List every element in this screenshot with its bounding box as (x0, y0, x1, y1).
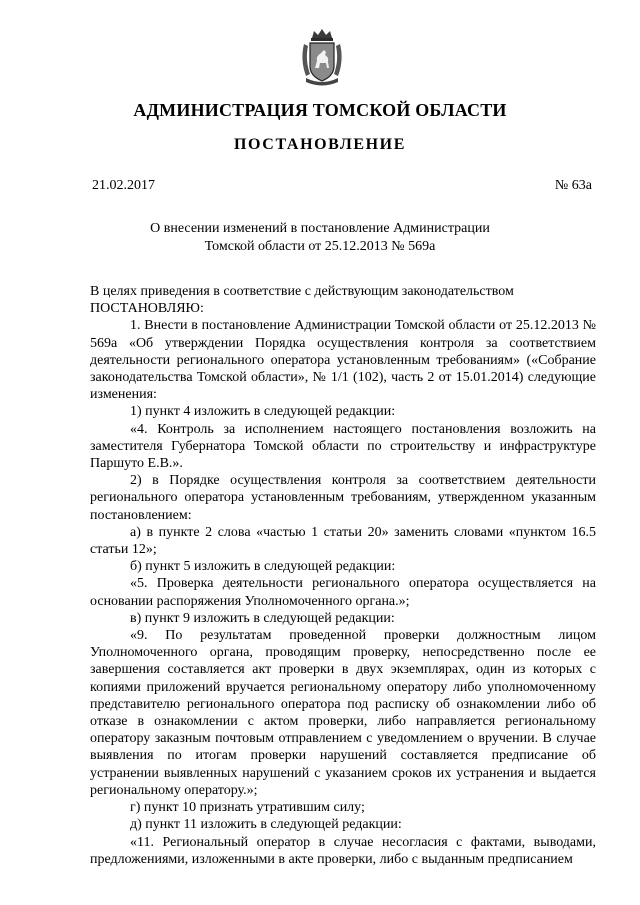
paragraph: а) в пункте 2 слова «частью 1 статьи 20» заменить словами «пунктом 16.5 статьи 12»; (90, 524, 596, 558)
paragraph: д) пункт 11 изложить в следующей редакции: (130, 817, 402, 833)
subject-line: Томской области от 25.12.2013 № 569а (204, 239, 436, 254)
document-subject (0, 220, 640, 256)
paragraph: «5. Проверка деятельности регионального оператора осуществляется на основании распоряжения Уполномоченного органа.»; (90, 576, 596, 609)
decree-word: ПОСТАНОВЛЯЮ: (90, 301, 204, 317)
paragraph: «4. Контроль за исполнением настоящего постановления возложить на заместителя Губернатора Томской области по строительству и инфраструктуре Паршуто Е.В.». (90, 421, 596, 472)
paragraph: 1) пункт 4 изложить в следующей редакции: (130, 404, 396, 420)
paragraph: б) пункт 5 изложить в следующей редакции: (130, 559, 396, 575)
subject-line: О внесении изменений в постановление Администрации (150, 221, 490, 236)
document-body (90, 283, 596, 868)
paragraph: 2) в Порядке осуществления контроля за соответствием деятельности регионального оператора установленным требованиям, утвержденном указанным постановлением: (90, 473, 596, 523)
paragraph: «9. По результатам проведенной проверки должностным лицом Уполномоченного органа, проводящим проверку, непосредственно после ее завершения составляется акт проверки в двух экземплярах, один из которых с копиями приложений вручается региональному оператору либо уполномоченному представителю регионального оператора под расписку об ознакомлении либо об отказе в ознакомлении с актом проверки, либо направляется региональному оператору заказным почтовым отправлением с уведомлением о вручении. В случае выявления по итогам проверки нарушений составляется предписание об устранении выявленных нарушений с указанием сроков их устранения и выдается региональному оператору.»; (90, 628, 596, 798)
paragraph: «11. Региональный оператор в случае несогласия с фактами, выводами, предложениями, изложенными в акте проверки, либо с выданным предписанием (90, 834, 596, 867)
document-type: ПОСТАНОВЛЕНИЕ (234, 136, 406, 153)
preamble: В целях приведения в соответствие с действующим законодательством (90, 284, 514, 299)
organization-title: АДМИНИСТРАЦИЯ ТОМСКОЙ ОБЛАСТИ (133, 100, 507, 120)
paragraph: в) пункт 9 изложить в следующей редакции: (130, 610, 395, 626)
paragraph: г) пункт 10 признать утратившим силу; (130, 800, 365, 816)
coat-of-arms-icon (298, 28, 346, 88)
document-date: 21.02.2017 (92, 178, 155, 193)
document-number: № 63а (554, 178, 592, 193)
paragraph: 1. Внести в постановление Администрации Томской области от 25.12.2013 № 569а «Об утверждении Порядка осуществления контроля за соответствием деятельности регионального оператора установленным требованиям» («Собрание законодательства Томской области», № 1/1 (102), часть 2 от 15.01.2014) следующие изменения: (90, 318, 596, 403)
